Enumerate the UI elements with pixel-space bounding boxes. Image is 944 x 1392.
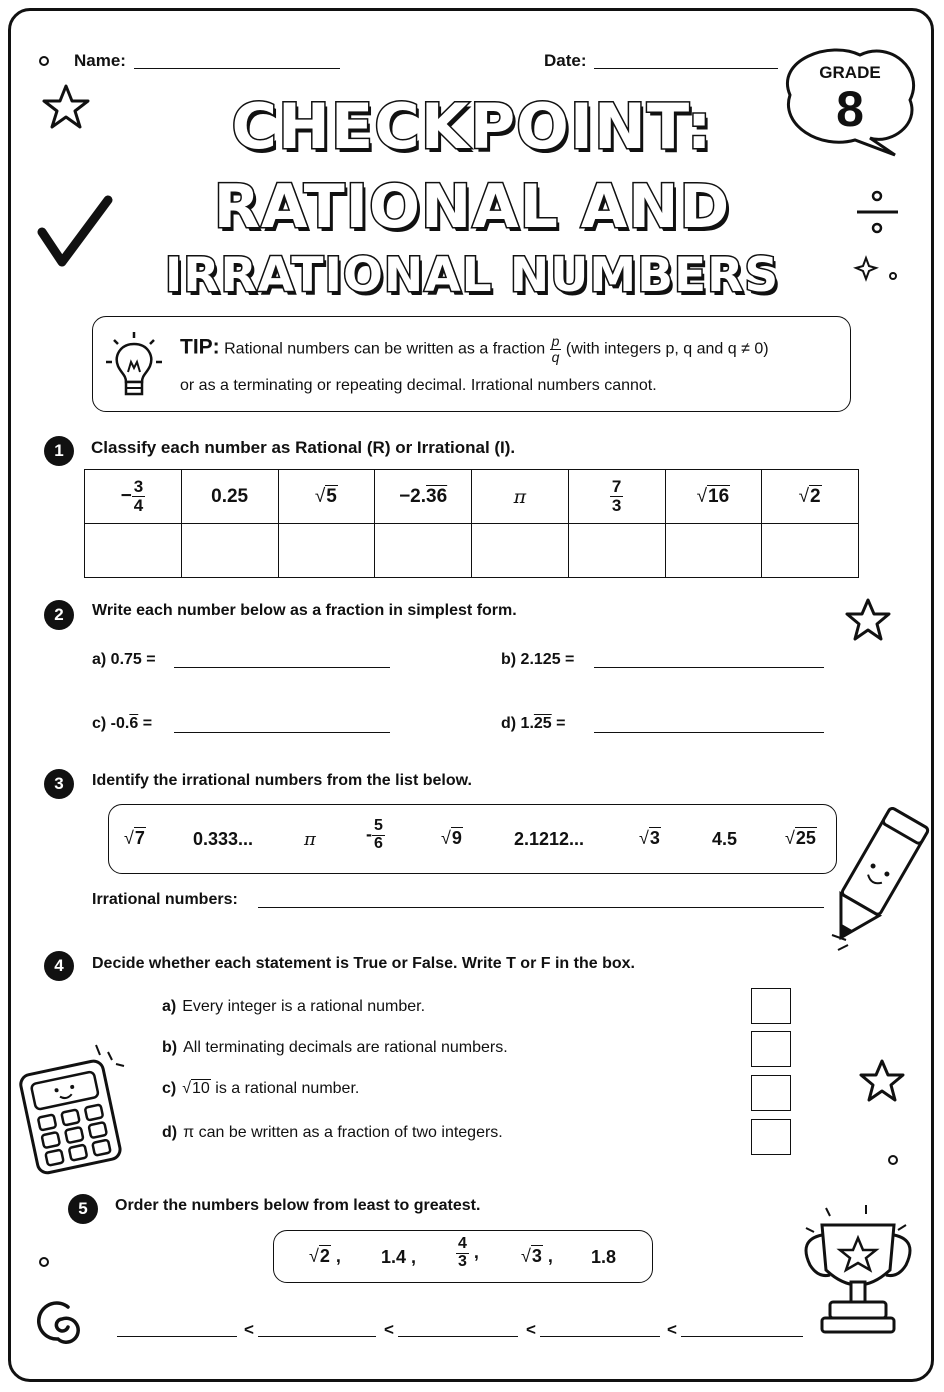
date-field[interactable] [594, 68, 778, 69]
q2d-label: d) 1.25 = [501, 715, 566, 732]
title-line-2: RATIONAL AND [213, 172, 731, 242]
calculator-icon [19, 1059, 122, 1174]
q4-answer-box-a[interactable] [751, 988, 791, 1024]
q5-prompt: Order the numbers below from least to greatest. [115, 1197, 481, 1214]
q5-item: √3 , [521, 1246, 553, 1266]
q5-answer-line-2[interactable] [258, 1336, 376, 1337]
classify-numbers-row [85, 470, 859, 524]
q5-answer-line-1[interactable] [117, 1336, 237, 1337]
q3-item: - $\frac{5}{6}$ [366, 817, 383, 852]
less-than-sign: < [244, 1320, 254, 1339]
question-number-1: 1 [44, 436, 74, 466]
pencil-icon [822, 807, 929, 949]
q5-item: $\frac{4}{3}$ , [458, 1235, 479, 1270]
less-than-sign: < [526, 1320, 536, 1339]
q5-item: 1.4 , [381, 1247, 417, 1267]
sparkle-icon [856, 258, 876, 279]
title-line-1: CHECKPOINT: [231, 90, 713, 163]
tip-fraction: $\frac{p}{q}$ [551, 333, 560, 365]
classify-number: $\frac{7}{3}$ [568, 470, 665, 524]
q2a-answer-line[interactable] [174, 667, 390, 668]
q4-answer-box-b[interactable] [751, 1031, 791, 1067]
checkmark-icon [42, 200, 108, 262]
title-line-3: IRRATIONAL NUMBERS [164, 248, 780, 303]
trophy-icon [806, 1225, 910, 1332]
classify-number: √16 [665, 470, 762, 524]
q2b-label: b) 2.125 = [501, 651, 575, 668]
classify-answer-cell[interactable] [762, 524, 859, 578]
q5-item: √2 , [309, 1246, 341, 1266]
q4-statement-d: d) π can be written as a fraction of two integers. [162, 1124, 503, 1141]
q4-statement-c: c) √10 is a rational number. [162, 1080, 360, 1097]
classify-answer-cell[interactable] [85, 524, 182, 578]
q4-prompt: Decide whether each statement is True or False. Write T or F in the box. [92, 955, 635, 972]
q3-item: 2.1212... [514, 829, 585, 849]
q5-answer-line-4[interactable] [540, 1336, 660, 1337]
q5-answer-line-5[interactable] [681, 1336, 803, 1337]
q1-prompt: Classify each number as Rational (R) or Irrational (I). [91, 438, 516, 457]
q3-item: 4.5 [712, 829, 738, 849]
classify-number: π [472, 470, 569, 524]
grade-number: 8 [836, 81, 864, 137]
tip-text-3: or as a terminating or repeating decimal. Irrational numbers cannot. [180, 377, 657, 394]
q3-item: √9 [441, 828, 462, 848]
name-field[interactable] [134, 68, 340, 69]
q5-item: 1.8 [591, 1247, 617, 1267]
q3-prompt: Identify the irrational numbers from the list below. [92, 772, 472, 789]
classify-answer-cell[interactable] [472, 524, 569, 578]
q4-statement-a: a) Every integer is a rational number. [162, 998, 426, 1015]
classify-answer-cell[interactable] [375, 524, 472, 578]
q2a-label: a) 0.75 = [92, 651, 156, 668]
name-label: Name: [74, 51, 126, 70]
q3-item: √3 [639, 828, 660, 848]
classify-number: −2.36 [375, 470, 472, 524]
q4-statement-b: b) All terminating decimals are rational numbers. [162, 1039, 508, 1056]
q3-item: √7 [124, 828, 145, 848]
q3-answer-label: Irrational numbers: [92, 891, 238, 908]
classify-number: √5 [278, 470, 375, 524]
classify-table [84, 469, 859, 578]
q2c-label: c) -0.6 = [92, 715, 153, 732]
tip-text-1: Rational numbers can be written as a fraction [224, 340, 546, 358]
question-number-3: 3 [44, 769, 74, 799]
tip-label: TIP: [180, 335, 220, 359]
classify-number: 0.25 [181, 470, 278, 524]
date-label: Date: [544, 51, 587, 70]
classify-answer-cell[interactable] [278, 524, 375, 578]
divide-icon [857, 192, 898, 232]
classify-answer-cell[interactable] [181, 524, 278, 578]
q2d-answer-line[interactable] [594, 732, 824, 733]
less-than-sign: < [667, 1320, 677, 1339]
classify-answer-row [85, 524, 859, 578]
less-than-sign: < [384, 1320, 394, 1339]
lightbulb-icon [104, 330, 164, 402]
dot-icon [40, 57, 48, 65]
q3-item: 0.333... [193, 829, 254, 849]
star-icon [44, 86, 88, 127]
question-number-5: 5 [68, 1194, 98, 1224]
q2-prompt: Write each number below as a fraction in simplest form. [92, 602, 517, 619]
q3-item: √25 [785, 828, 816, 848]
q4-answer-box-c[interactable] [751, 1075, 791, 1111]
classify-answer-cell[interactable] [665, 524, 762, 578]
q5-answer-line-3[interactable] [398, 1336, 518, 1337]
question-number-2: 2 [44, 600, 74, 630]
q2b-answer-line[interactable] [594, 667, 824, 668]
classify-number: √2 [762, 470, 859, 524]
classify-number: − $\frac{3}{4}$ [85, 470, 182, 524]
star-icon [847, 600, 889, 639]
question-number-4: 4 [44, 951, 74, 981]
star-icon [861, 1061, 903, 1100]
q3-answer-line[interactable] [258, 907, 824, 908]
q3-item: π [304, 829, 316, 850]
tip-text-2: (with integers p, q and q ≠ 0) [565, 340, 769, 358]
spiral-icon [39, 1303, 78, 1342]
grade-label: GRADE [819, 63, 881, 82]
tip-line-1 [180, 334, 769, 364]
q2c-answer-line[interactable] [174, 732, 390, 733]
classify-answer-cell[interactable] [568, 524, 665, 578]
q4-answer-box-d[interactable] [751, 1119, 791, 1155]
